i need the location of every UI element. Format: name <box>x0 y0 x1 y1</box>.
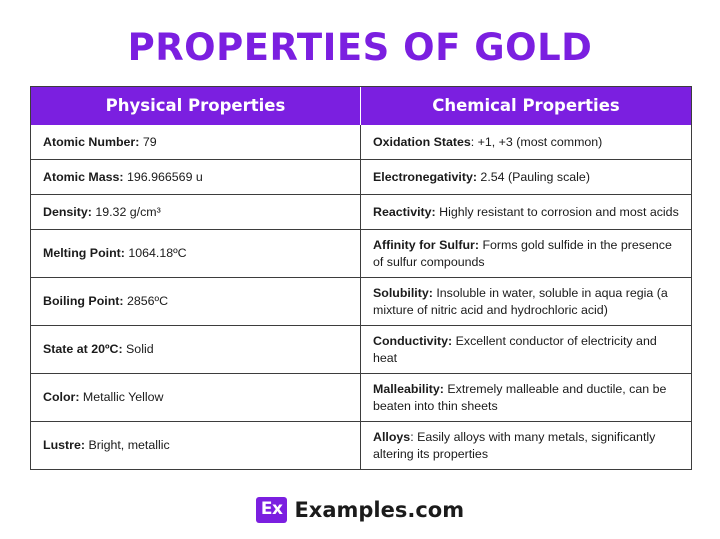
property-value: 19.32 g/cm³ <box>91 204 161 219</box>
property-value: 196.966569 u <box>123 169 203 184</box>
cell-physical <box>31 230 361 277</box>
cell-chemical <box>361 278 691 325</box>
cell-chemical <box>361 160 691 194</box>
property-label: Lustre: <box>43 438 85 453</box>
property-value: Highly resistant to corrosion and most acids <box>435 204 679 219</box>
property-label: State at 20ºC: <box>43 342 123 357</box>
cell-chemical <box>361 125 691 159</box>
property-value: : Easily alloys with many metals, significantly altering its properties <box>373 430 656 461</box>
property-label: Color: <box>43 390 80 405</box>
property-value: Solid <box>122 342 154 357</box>
page-title: PROPERTIES OF GOLD <box>127 26 593 69</box>
property-label: Reactivity: <box>373 204 436 219</box>
cell-physical <box>31 125 361 159</box>
cell-physical <box>31 278 361 325</box>
table-row <box>31 277 691 325</box>
cell-chemical <box>361 326 691 373</box>
footer-branding <box>30 485 690 529</box>
table-row <box>31 229 691 277</box>
cell-physical <box>31 422 361 469</box>
table-row <box>31 373 691 421</box>
cell-chemical <box>361 195 691 229</box>
table-row <box>31 159 691 194</box>
property-value: 1064.18ºC <box>124 246 187 261</box>
property-value: Forms gold sulfide in the presence of sulfur compounds <box>373 238 672 269</box>
property-label: Malleability: <box>373 382 444 396</box>
property-value: 79 <box>139 134 157 149</box>
property-value: 2856ºC <box>123 294 169 309</box>
table-row <box>31 325 691 373</box>
column-header-chemical: Chemical Properties <box>432 96 620 115</box>
property-label: Oxidation States <box>373 134 471 149</box>
property-label: Atomic Mass: <box>43 169 124 184</box>
property-label: Conductivity: <box>373 334 453 348</box>
property-label: Density: <box>43 204 92 219</box>
cell-chemical <box>361 422 691 469</box>
table-row <box>31 125 691 159</box>
property-value: Excellent conductor of electricity and heat <box>373 334 657 365</box>
table-row <box>31 421 691 469</box>
property-label: Affinity for Sulfur: <box>373 238 479 252</box>
property-value: Bright, metallic <box>85 438 170 453</box>
cell-physical <box>31 326 361 373</box>
property-value: Insoluble in water, soluble in aqua regia (a mixture of nitric acid and hydrochloric acid) <box>373 286 668 317</box>
property-label: Electronegativity: <box>373 169 477 184</box>
property-value: 2.54 (Pauling scale) <box>476 169 590 184</box>
table-header-row <box>31 87 691 125</box>
column-header-physical: Physical Properties <box>31 87 361 125</box>
property-label: Atomic Number: <box>43 134 140 149</box>
cell-chemical <box>361 230 691 277</box>
examples-logo-icon: Ex <box>256 497 288 523</box>
property-value: Extremely malleable and ductile, can be beaten into thin sheets <box>373 382 667 413</box>
brand-name: Examples.com <box>294 498 465 522</box>
properties-table <box>30 86 692 470</box>
property-label: Alloys <box>373 430 411 444</box>
property-value: Metallic Yellow <box>79 390 164 405</box>
cell-physical <box>31 374 361 421</box>
cell-chemical <box>361 374 691 421</box>
property-label: Melting Point: <box>43 246 125 261</box>
property-value: : +1, +3 (most common) <box>470 134 603 149</box>
property-label: Boiling Point: <box>43 294 124 309</box>
table-row <box>31 194 691 229</box>
cell-physical <box>31 195 361 229</box>
property-label: Solubility: <box>373 286 433 300</box>
cell-physical <box>31 160 361 194</box>
